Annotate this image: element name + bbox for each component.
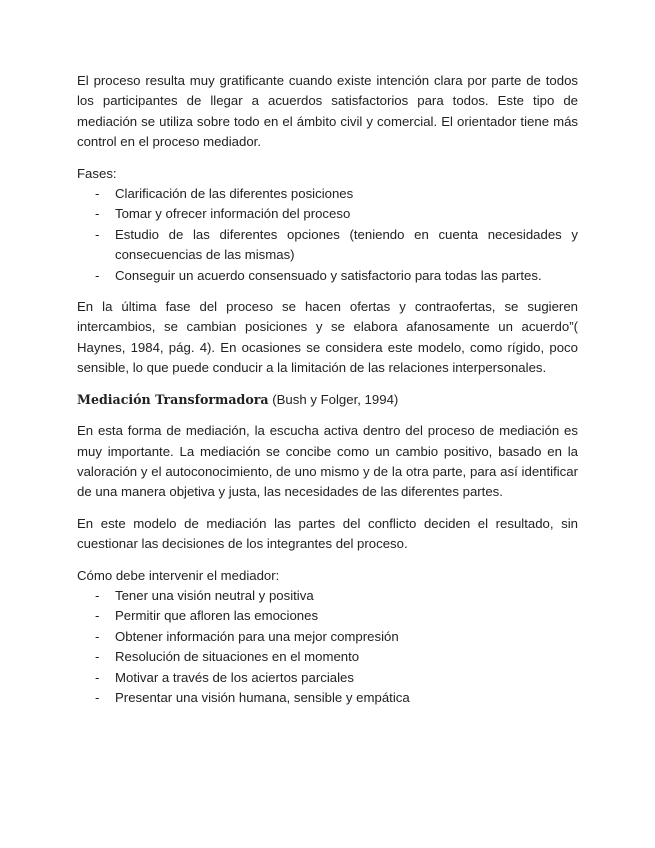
dash-bullet-icon: -: [95, 587, 100, 603]
last-phase-paragraph: En la última fase del proceso se hacen ofertas y contraofertas, se sugieren intercambios, se cambian posiciones y se elabora afanosamente un acuerdo”( Haynes, 1984, pág. 4). En ocasiones se considera este modelo, como rígido, poco sensible, lo que puede conducir a la limitación de las relaciones interpersonales.: [77, 299, 578, 376]
list-item-text: Tener una visión neutral y positiva: [115, 587, 314, 603]
list-item: [77, 647, 578, 667]
transformative-heading: [77, 390, 578, 410]
list-item-text: Tomar y ofrecer información del proceso: [115, 206, 351, 222]
dash-bullet-icon: -: [95, 186, 100, 202]
list-item: [77, 688, 578, 708]
list-item: [77, 586, 578, 606]
dash-bullet-icon: -: [95, 608, 100, 624]
dash-bullet-icon: -: [95, 206, 100, 222]
list-item-text: Clarificación de las diferentes posiciones: [115, 186, 354, 202]
dash-bullet-icon: -: [95, 267, 100, 283]
intro-paragraph: El proceso resulta muy gratificante cuando existe intención clara por parte de todos los participantes de llegar a acuerdos satisfactorios para todos. Este tipo de mediación se utiliza sobre todo en el ámbito civil y comercial. El orientador tiene más control en el proceso mediador.: [77, 73, 578, 150]
dash-bullet-icon: -: [95, 226, 100, 242]
transformative-heading-title: Mediación Transformadora: [77, 391, 269, 407]
dash-bullet-icon: -: [95, 689, 100, 705]
dash-bullet-icon: -: [95, 669, 100, 685]
dash-bullet-icon: -: [95, 649, 100, 665]
list-item-text: Estudio de las diferentes opciones (teniendo en cuenta necesidades y consecuencias de las mismas): [115, 226, 578, 263]
list-item: [77, 225, 578, 266]
list-item-text: Obtener información para una mejor compresión: [115, 628, 399, 644]
document-page: [77, 71, 578, 708]
list-item: [77, 266, 578, 286]
transformative-heading-citation: (Bush y Folger, 1994): [268, 391, 399, 407]
transformative-paragraph-2: En este modelo de mediación las partes del conflicto deciden el resultado, sin cuestionar las decisiones de los integrantes del proceso.: [77, 515, 578, 552]
list-item: [77, 668, 578, 688]
list-item-text: Permitir que afloren las emociones: [115, 608, 319, 624]
mediator-list: [77, 586, 578, 708]
phases-label: Fases:: [77, 165, 117, 181]
list-item-text: Motivar a través de los aciertos parciales: [115, 669, 354, 685]
list-item-text: Presentar una visión humana, sensible y empática: [115, 689, 410, 705]
list-item: [77, 606, 578, 626]
list-item-text: Conseguir un acuerdo consensuado y satisfactorio para todas las partes.: [115, 267, 542, 283]
list-item: [77, 627, 578, 647]
dash-bullet-icon: -: [95, 628, 100, 644]
list-item: [77, 204, 578, 224]
list-item-text: Resolución de situaciones en el momento: [115, 649, 360, 665]
transformative-paragraph-1: En esta forma de mediación, la escucha activa dentro del proceso de mediación es muy importante. La mediación se concibe como un cambio positivo, basado en la valoración y el autoconocimiento, de uno mismo y de la otra parte, para así identificar de una manera objetiva y justa, las necesidades de las diferentes partes.: [77, 423, 578, 500]
mediator-label: Cómo debe intervenir el mediador:: [77, 567, 280, 583]
list-item: [77, 184, 578, 204]
phases-list: [77, 184, 578, 286]
